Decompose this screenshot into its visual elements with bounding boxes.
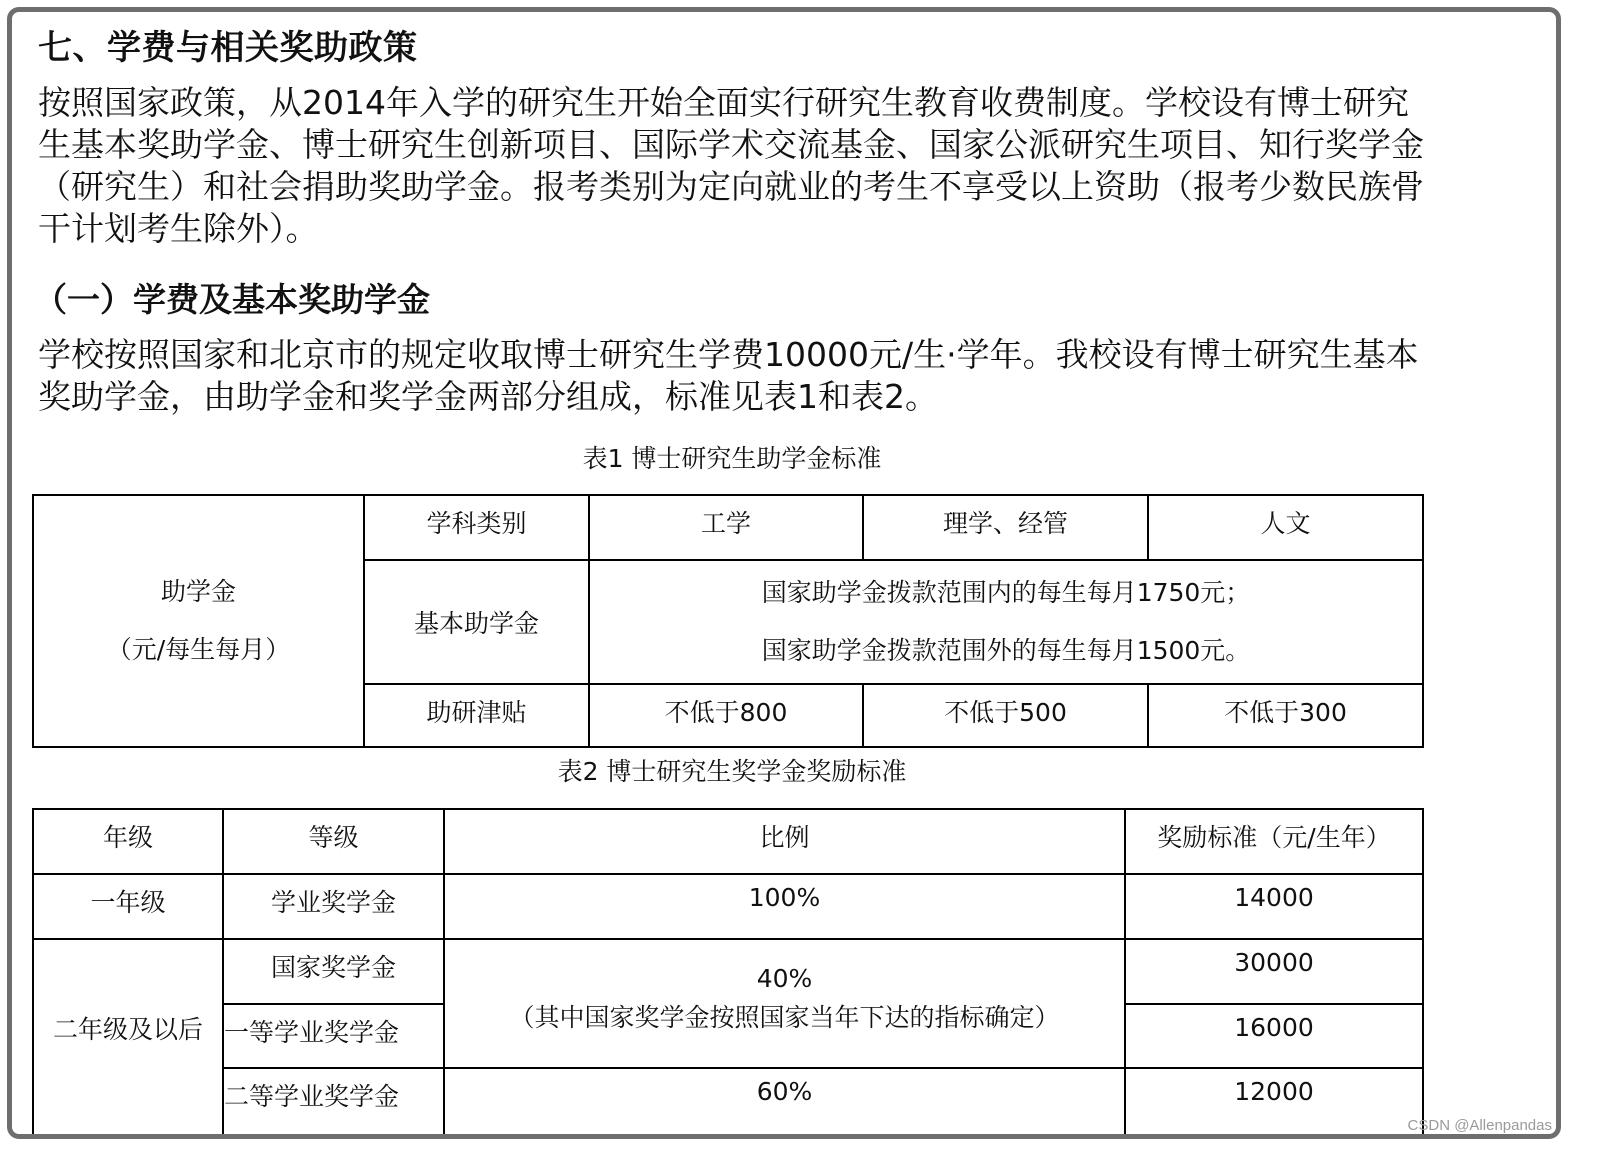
table1-header-science-management: 理学、经管 — [862, 494, 1149, 561]
table2-first-year-level: 学业奖学金 — [222, 873, 445, 940]
table2-national-amount: 30000 — [1124, 938, 1424, 1005]
table1-research-science-management: 不低于500 — [862, 683, 1149, 748]
table1-research-allowance-label: 助研津贴 — [363, 683, 590, 748]
table2-first-class-amount: 16000 — [1124, 1003, 1424, 1069]
ratio-40-value: 40% — [756, 964, 813, 993]
subsection-title: （一）学费及基本奖助学金 — [34, 280, 430, 319]
table2-header-amount: 奖励标准（元/生年） — [1124, 808, 1424, 875]
table1-header-category: 学科类别 — [363, 494, 590, 561]
table2-second-class-amount: 12000 — [1124, 1067, 1424, 1139]
table2-first-year-grade: 一年级 — [32, 873, 224, 940]
document-frame — [7, 7, 1561, 1139]
intro-paragraph: 按照国家政策，从2014年入学的研究生开始全面实行研究生教育收费制度。学校设有博士研究生基本奖助学金、博士研究生创新项目、国际学术交流基金、国家公派研究生项目、知行奖学金（研究生）和社会捐助奖助学金。报考类别为定向就业的考生不享受以上资助（报考少数民族骨干计划考生除外）。 — [38, 83, 1424, 248]
table1-basic-grant-label: 基本助学金 — [363, 559, 590, 685]
tuition-paragraph: 学校按照国家和北京市的规定收取博士研究生学费10000元/生·学年。我校设有博士研究生基本奖助学金，由助学金和奖学金两部分组成，标准见表1和表2。 — [38, 335, 1419, 416]
table1-header-engineering: 工学 — [588, 494, 864, 561]
table2-header-ratio: 比例 — [443, 808, 1126, 875]
table2-later-grade: 二年级及以后 — [32, 938, 224, 1139]
table1-research-humanities: 不低于300 — [1147, 683, 1424, 748]
table2-header-grade: 年级 — [32, 808, 224, 875]
table2-national-level: 国家奖学金 — [222, 938, 445, 1005]
basic-grant-out-scope: 国家助学金拨款范围外的每生每月1500元。 — [761, 636, 1251, 665]
table2-header-level: 等级 — [222, 808, 445, 875]
ratio-40-note: （其中国家奖学金按照国家当年下达的指标确定） — [509, 1003, 1060, 1032]
basic-grant-in-scope: 国家助学金拨款范围内的每生每月1750元； — [761, 578, 1251, 607]
table2-first-year-amount: 14000 — [1124, 873, 1424, 940]
table2-second-class-level: 二等学业奖学金 — [222, 1067, 445, 1139]
section-title: 七、学费与相关奖助政策 — [38, 28, 418, 68]
row-header-unit: （元/每生每月） — [106, 635, 291, 664]
table1-header-humanities: 人文 — [1147, 494, 1424, 561]
table1-research-engineering: 不低于800 — [588, 683, 864, 748]
table1-caption: 表1 博士研究生助学金标准 — [582, 444, 882, 473]
row-header-label: 助学金 — [160, 577, 236, 606]
table2-ratio-40 — [443, 938, 1126, 1069]
watermark: CSDN @Allenpandas — [1407, 1117, 1552, 1134]
table2-caption: 表2 博士研究生奖学金奖励标准 — [557, 757, 907, 786]
table1-row-header — [32, 494, 365, 748]
table2-first-year-ratio: 100% — [443, 873, 1126, 940]
table1-basic-grant-value — [588, 559, 1424, 685]
table2-first-class-level: 一等学业奖学金 — [222, 1003, 445, 1069]
table2-ratio-60: 60% — [443, 1067, 1126, 1139]
